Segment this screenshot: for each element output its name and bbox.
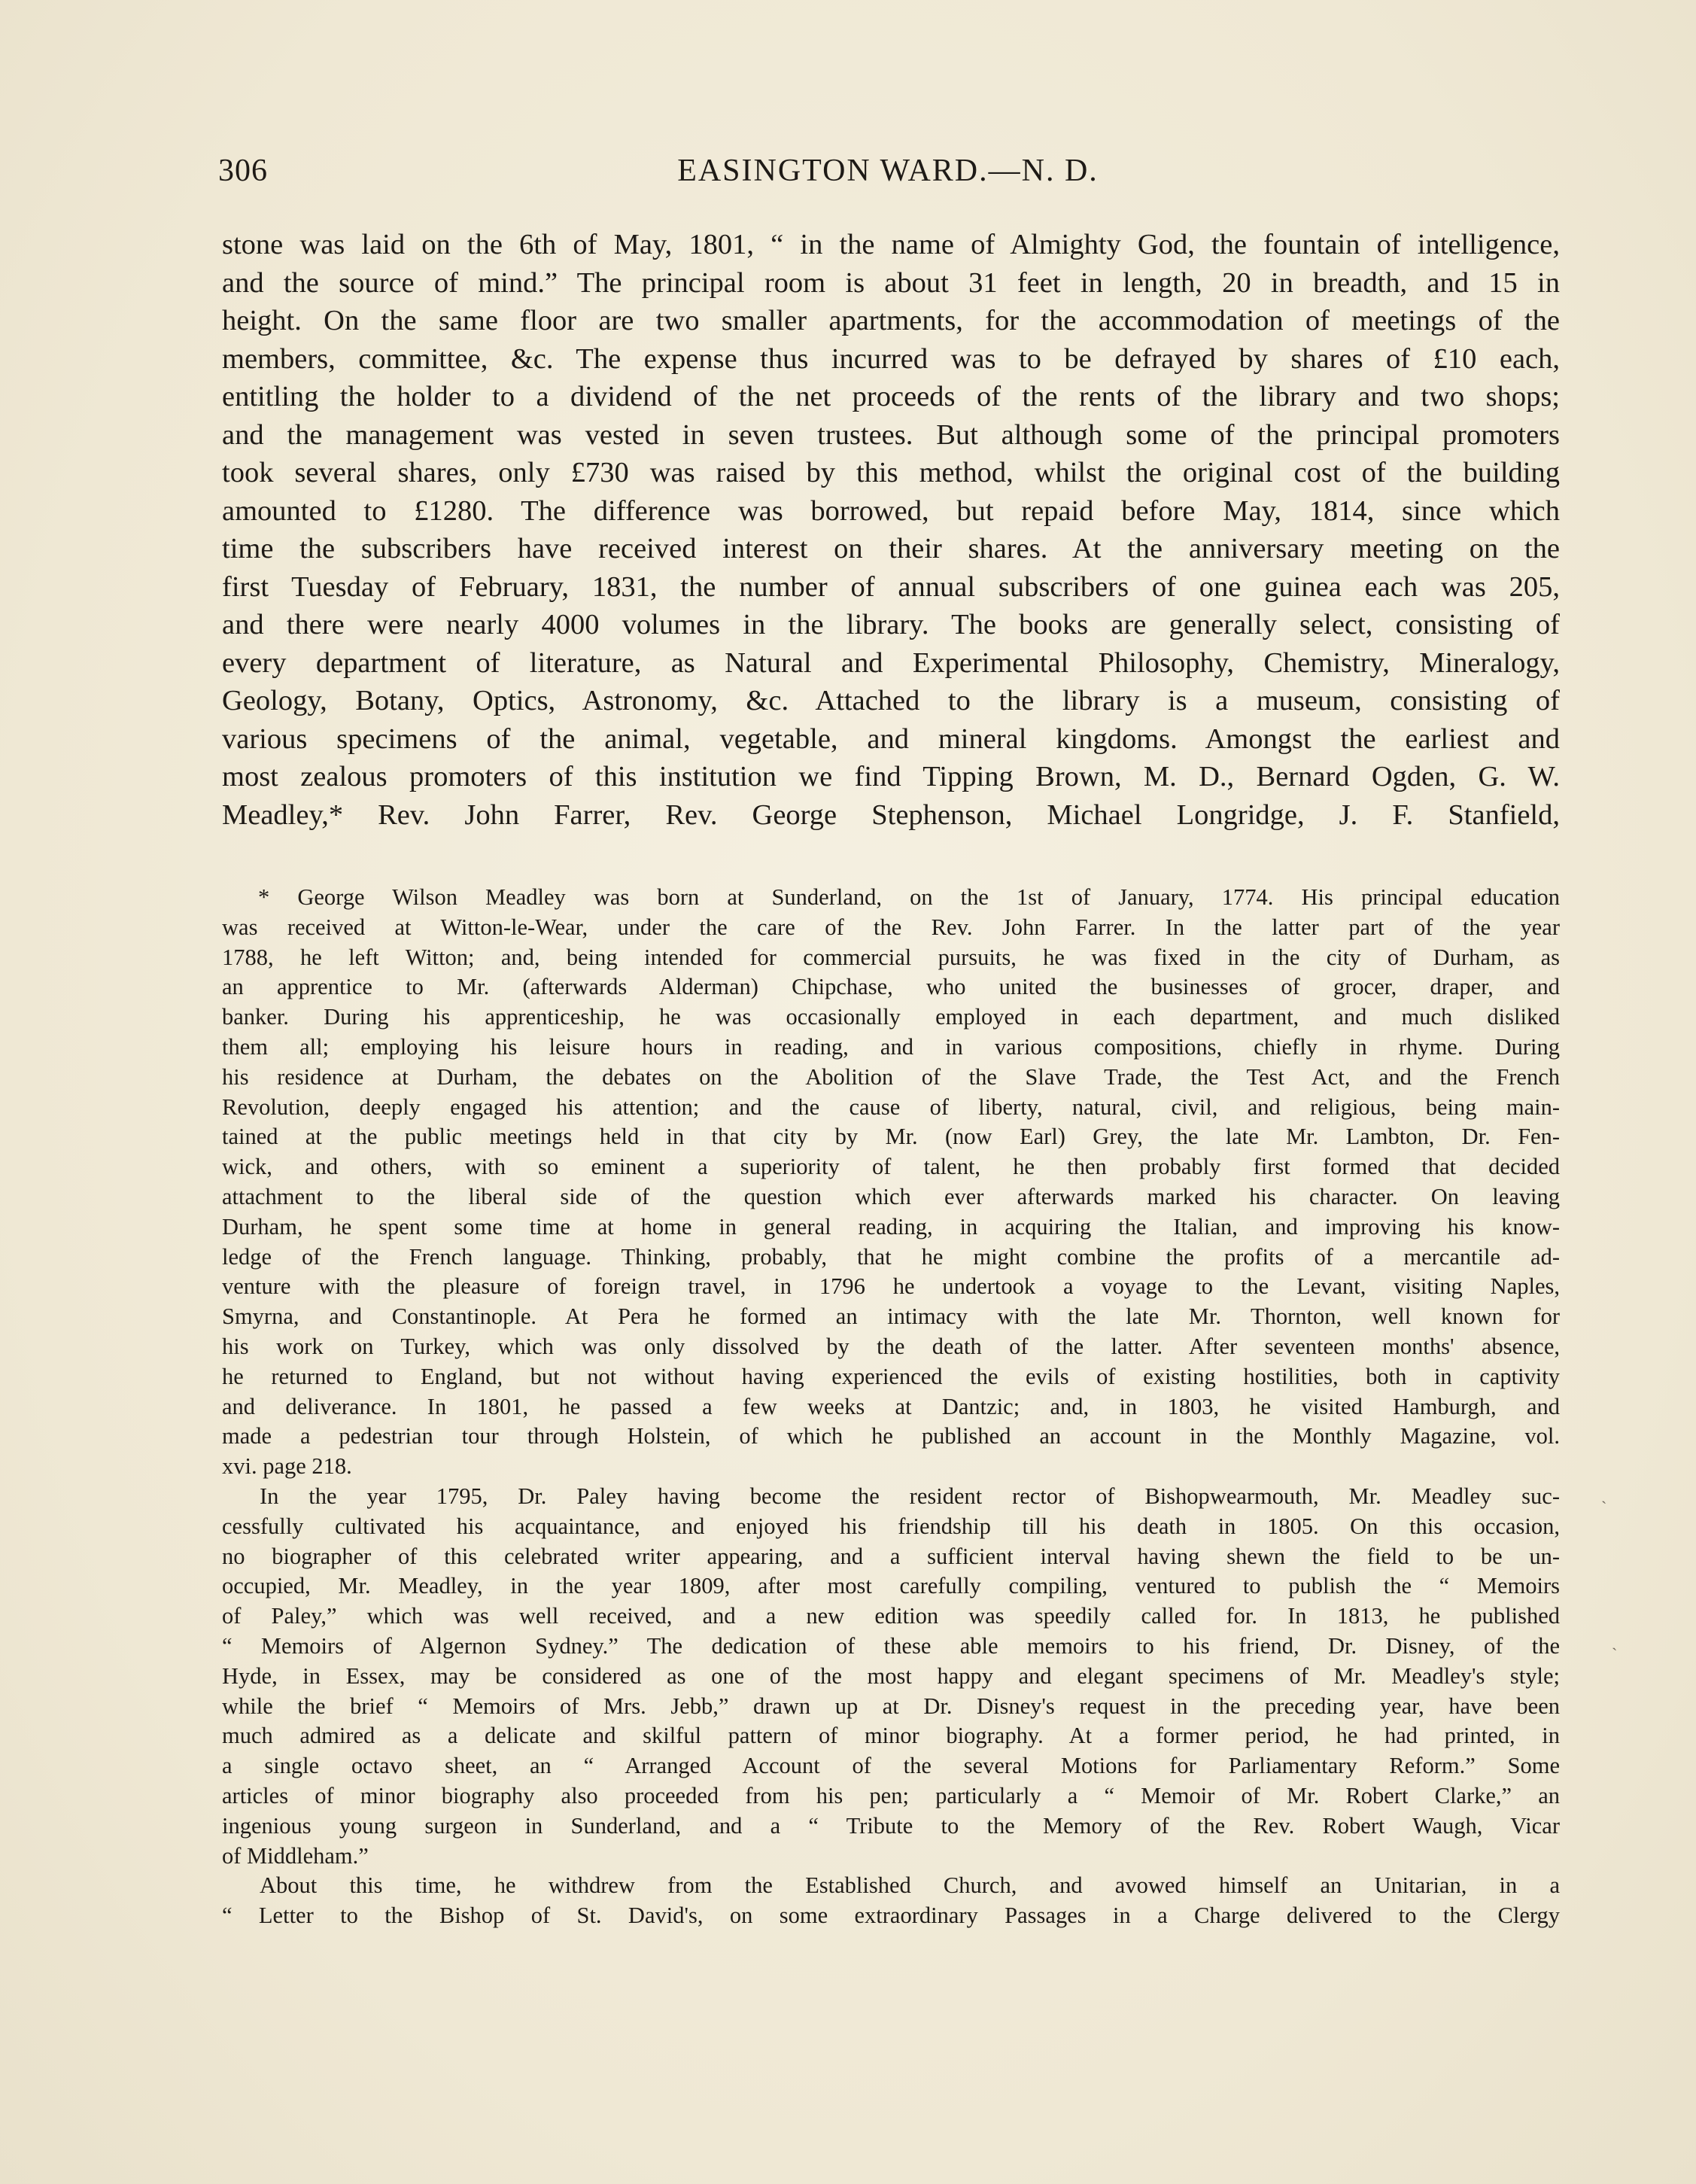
footnote-line: an apprentice to Mr. (afterwards Alderman) Chipchase, who united the businesses of grocer, draper, and (222, 974, 1560, 1000)
footnote-line: In the year 1795, Dr. Paley having become the resident rector of Bishopwearmouth, Mr. Meadley suc- (260, 1483, 1560, 1509)
margin-mark: ˋ (1612, 1644, 1618, 1663)
text-line: amounted to £1280. The difference was borrowed, but repaid before May, 1814, since which (222, 494, 1560, 527)
footnote-line: cessfully cultivated his acquaintance, and enjoyed his friendship till his death in 1805. On this occasion, (222, 1513, 1560, 1539)
text-line: and there were nearly 4000 volumes in the library. The books are generally select, consisting of (222, 609, 1560, 640)
footnote-line: About this time, he withdrew from the Established Church, and avowed himself an Unitarian, in a (260, 1872, 1560, 1899)
footnote-line: and deliverance. In 1801, he passed a few weeks at Dantzic; and, in 1803, he visited Hamburgh, and (222, 1393, 1560, 1419)
text-line: height. On the same floor are two smaller apartments, for the accommodation of meetings of the (222, 305, 1560, 336)
footnote-line: xvi. page 218. (222, 1453, 352, 1480)
footnote-line: occupied, Mr. Meadley, in the year 1809, after most carefully compiling, ventured to publish the “ Memoirs (222, 1573, 1560, 1599)
footnote-line: ingenious young surgeon in Sunderland, and a “ Tribute to the Memory of the Rev. Robert Waugh, Vicar (222, 1812, 1560, 1839)
text-line: most zealous promoters of this institution we find Tipping Brown, M. D., Bernard Ogden, G. W. (222, 761, 1560, 792)
footnote-line: a single octavo sheet, an “ Arranged Account of the several Motions for Parliamentary Reform.” Some (222, 1753, 1560, 1779)
footnote-line: was received at Witton-le-Wear, under the care of the Rev. John Farrer. In the latter part of the year (222, 914, 1560, 940)
main-text-block (222, 226, 1560, 834)
footnote-line: articles of minor biography also proceeded from his pen; particularly a “ Memoir of Mr. Robert Clarke,” an (222, 1782, 1560, 1808)
text-line: took several shares, only £730 was raised by this method, whilst the original cost of the building (222, 457, 1560, 488)
footnote-line: “ Letter to the Bishop of St. David's, on some extraordinary Passages in a Charge delivered to the Clergy (222, 1903, 1560, 1929)
text-line: various specimens of the animal, vegetable, and mineral kingdoms. Amongst the earliest and (222, 722, 1560, 755)
text-line: Geology, Botany, Optics, Astronomy, &c. Attached to the library is a museum, consisting of (222, 685, 1560, 716)
text-line: entitling the holder to a dividend of the net proceeds of the rents of the library and two shops; (222, 381, 1560, 412)
footnote-line: “ Memoirs of Algernon Sydney.” The dedication of these able memoirs to his friend, Dr. Disney, of the (222, 1632, 1560, 1659)
footnote-line: Smyrna, and Constantinople. At Pera he formed an intimacy with the late Mr. Thornton, well known for (222, 1303, 1560, 1330)
footnote-line: them all; employing his leisure hours in reading, and in various compositions, chiefly in rhyme. During (222, 1033, 1560, 1060)
margin-mark: ˋ (1601, 1498, 1607, 1516)
text-line: every department of literature, as Natural and Experimental Philosophy, Chemistry, Mineralogy, (222, 646, 1560, 679)
footnote-line: Durham, he spent some time at home in general reading, in acquiring the Italian, and improving his know- (222, 1213, 1560, 1240)
text-line: Meadley,* Rev. John Farrer, Rev. George Stephenson, Michael Longridge, J. F. Stanfield, (222, 798, 1560, 831)
footnote-line: banker. During his apprenticeship, he was occasionally employed in each department, and much disliked (222, 1004, 1560, 1030)
running-head: EASINGTON WARD.—N. D. (677, 154, 1099, 188)
footnote-line: Hyde, in Essex, may be considered as one of the most happy and elegant specimens of Mr. Meadley's style; (222, 1662, 1560, 1689)
footnote-line: tained at the public meetings held in that city by Mr. (now Earl) Grey, the late Mr. Lambton, Dr. Fen- (222, 1124, 1560, 1150)
footnote-line: his residence at Durham, the debates on the Abolition of the Slave Trade, the Test Act, and the French (222, 1063, 1560, 1090)
footnote-line: he returned to England, but not without having experienced the evils of existing hostilities, both in captivity (222, 1363, 1560, 1389)
page-header (218, 153, 1558, 198)
text-line: members, committee, &c. The expense thus incurred was to be defrayed by shares of £10 each, (222, 342, 1560, 375)
footnote-line: ledge of the French language. Thinking, probably, that he might combine the profits of a mercantile ad- (222, 1243, 1560, 1270)
footnote-line: venture with the pleasure of foreign travel, in 1796 he undertook a voyage to the Levant, visiting Naples, (222, 1273, 1560, 1300)
text-line: stone was laid on the 6th of May, 1801, “ in the name of Almighty God, the fountain of intelligence, (222, 229, 1560, 260)
footnote-line: no biographer of this celebrated writer appearing, and a sufficient interval having shewn the field to be un- (222, 1543, 1560, 1569)
page-number: 306 (218, 154, 268, 188)
text-line: time the subscribers have received interest on their shares. At the anniversary meeting on the (222, 533, 1560, 564)
footnote-line: wick, and others, with so eminent a superiority of talent, he then probably first formed that decided (222, 1154, 1560, 1180)
footnote-line: his work on Turkey, which was only dissolved by the death of the latter. After seventeen months' absence, (222, 1333, 1560, 1359)
footnote-line: of Middleham.” (222, 1842, 369, 1869)
footnote-line: attachment to the liberal side of the question which ever afterwards marked his character. On leaving (222, 1183, 1560, 1209)
footnote-line: while the brief “ Memoirs of Mrs. Jebb,” drawn up at Dr. Disney's request in the preceding year, have been (222, 1693, 1560, 1719)
text-line: and the management was vested in seven trustees. But although some of the principal promoters (222, 418, 1560, 451)
footnote-line: made a pedestrian tour through Holstein, of which he published an account in the Monthly Magazine, vol. (222, 1423, 1560, 1449)
footnote-line: much admired as a delicate and skilful pattern of minor biography. At a former period, he had printed, in (222, 1723, 1560, 1749)
footnote-line: of Paley,” which was well received, and a new edition was speedily called for. In 1813, he published (222, 1603, 1560, 1629)
text-line: first Tuesday of February, 1831, the number of annual subscribers of one guinea each was 205, (222, 570, 1560, 603)
text-line: and the source of mind.” The principal room is about 31 feet in length, 20 in breadth, and 15 in (222, 266, 1560, 299)
footnote-line: Revolution, deeply engaged his attention; and the cause of liberty, natural, civil, and religious, being main- (222, 1094, 1560, 1120)
footnote-block (222, 883, 1560, 1931)
footnote-line: * George Wilson Meadley was born at Sunderland, on the 1st of January, 1774. His principal education (258, 884, 1560, 910)
footnote-line: 1788, he left Witton; and, being intended for commercial pursuits, he was fixed in the city of Durham, as (222, 944, 1560, 970)
